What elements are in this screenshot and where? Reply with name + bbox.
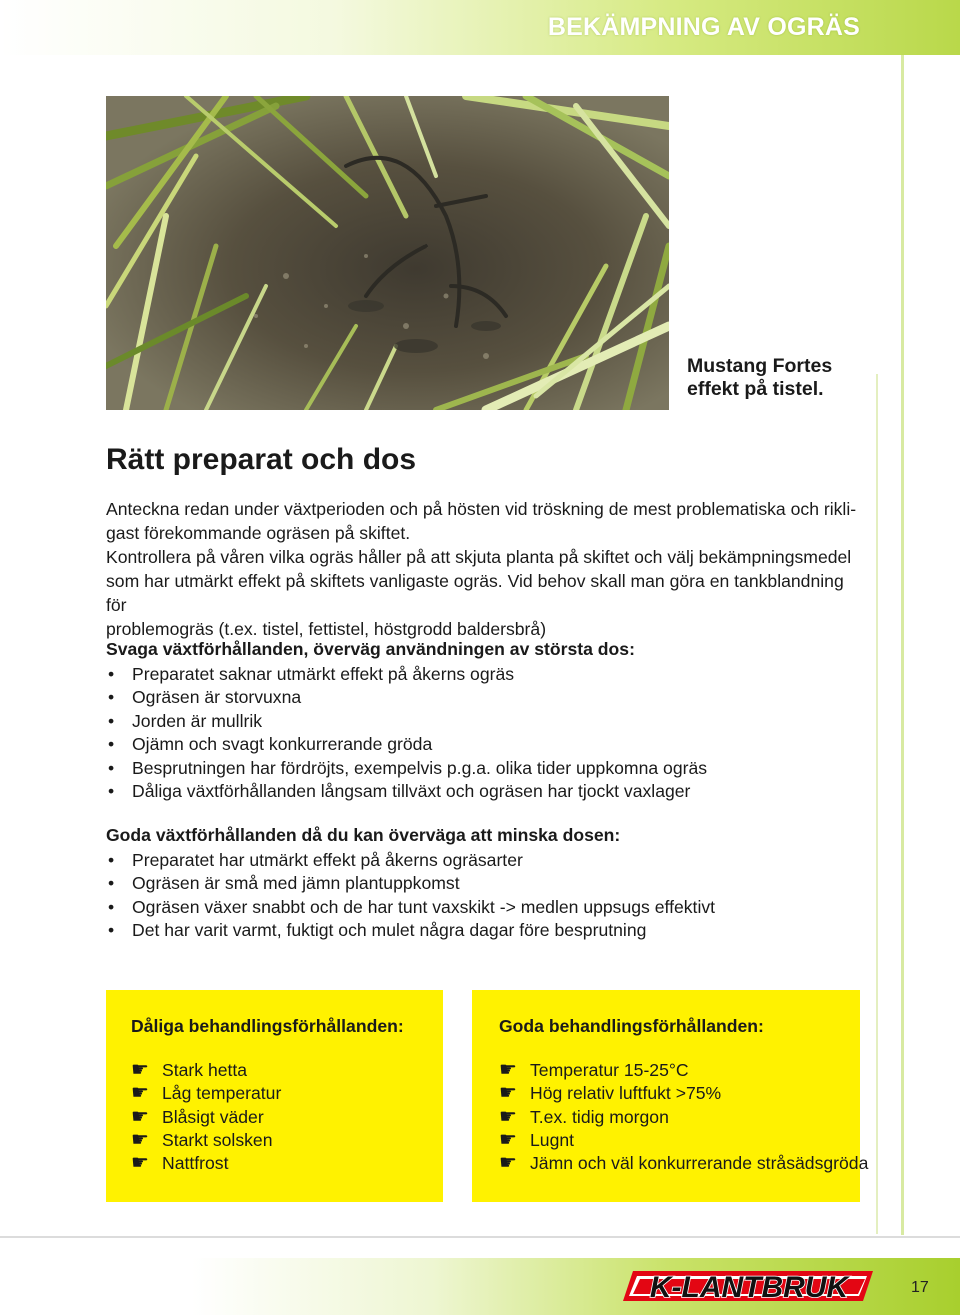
weak-conditions-section (106, 638, 886, 804)
photo-caption-line2: effekt på tistel. (687, 378, 824, 400)
good-treatment-list (499, 1059, 869, 1175)
pointing-hand-icon: ☛ (131, 1105, 149, 1128)
good-treatment-heading: Goda behandlingsförhållanden: (499, 1016, 764, 1036)
list-item-text: Lugnt (530, 1129, 575, 1150)
list-item (131, 1152, 418, 1175)
list-item (499, 1129, 835, 1152)
k-lantbruk-logo (621, 1267, 876, 1305)
list-item (106, 686, 886, 710)
list-item-text: Stark hetta (162, 1060, 248, 1080)
list-item-text: Det har varit varmt, fuktigt och mulet några dagar före besprutning (132, 920, 647, 940)
section-title: Rätt preparat och dos (106, 443, 417, 476)
pointing-hand-icon: ☛ (499, 1128, 517, 1151)
list-item (131, 1082, 418, 1105)
list-item-text: Starkt solsken (162, 1129, 273, 1150)
bullet-icon: • (108, 734, 115, 754)
pointing-hand-icon: ☛ (499, 1152, 517, 1175)
list-item-text: Temperatur 15-25°C (530, 1060, 689, 1080)
list-item (106, 710, 886, 734)
list-item-text: Besprutningen har fördröjts, exempelvis p.g.a. olika tider uppkomna ogräs (132, 757, 708, 778)
list-item-text: Preparatet har utmärkt effekt på åkerns ogräsarter (132, 849, 523, 870)
bullet-icon: • (108, 873, 115, 893)
list-item-text: Nattfrost (162, 1153, 229, 1174)
photo-caption-line1: Mustang Fortes (687, 355, 833, 377)
pointing-hand-icon: ☛ (499, 1082, 517, 1105)
bullet-icon: • (108, 663, 115, 684)
list-item (106, 733, 886, 757)
list-item (106, 780, 886, 804)
bad-treatment-heading: Dåliga behandlingsförhållanden: (131, 1016, 404, 1036)
logo-text: K-LANTBRUK (649, 1271, 849, 1304)
pointing-hand-icon: ☛ (131, 1082, 149, 1105)
list-item-text: Ojämn och svagt konkurrerande gröda (132, 734, 433, 754)
list-item-text: Blåsigt väder (162, 1106, 264, 1127)
intro-line: som har utmärkt effekt på skiftets vanligaste ogräs. Vid behov skall man göra en tankblandning för (106, 571, 844, 615)
list-item-text: Ogräsen är små med jämn plantuppkomst (132, 873, 460, 893)
list-item-text: T.ex. tidig morgon (530, 1106, 669, 1127)
weak-conditions-list (106, 663, 886, 804)
list-item (106, 896, 886, 920)
list-item (106, 663, 886, 687)
bullet-icon: • (108, 781, 115, 801)
header-title: BEKÄMPNING AV OGRÄS (547, 13, 860, 41)
bullet-icon: • (108, 687, 115, 707)
list-item (131, 1059, 418, 1082)
intro-line: Kontrollera på våren vilka ogräs håller på att skjuta planta på skiftet och välj bekämpningsmedel (106, 547, 852, 567)
list-item-text: Hög relativ luftfukt >75% (530, 1083, 722, 1104)
list-item-text: Ogräsen växer snabbt och de har tunt vaxskikt -> medlen uppsugs effektivt (132, 896, 716, 917)
list-item (131, 1129, 418, 1152)
side-divider-line-inner (876, 374, 878, 1234)
intro-line: gast förekommande ogräsen på skiftet. (106, 523, 411, 543)
pointing-hand-icon: ☛ (131, 1128, 149, 1151)
bad-treatment-conditions-box (106, 990, 443, 1202)
list-item (499, 1059, 835, 1082)
intro-line: problemogräs (t.ex. tistel, fettistel, höstgrodd baldersbrå) (106, 619, 547, 639)
list-item (499, 1152, 869, 1175)
bullet-icon: • (108, 710, 115, 731)
list-item-text: Preparatet saknar utmärkt effekt på åkerns ogräs (132, 663, 515, 684)
list-item-text: Ogräsen är storvuxna (132, 687, 302, 707)
good-treatment-conditions-box (472, 990, 869, 1202)
list-item-text: Jorden är mullrik (132, 710, 263, 731)
weak-conditions-heading: Svaga växtförhållanden, överväg användningen av största dos: (106, 639, 635, 659)
list-item (106, 849, 886, 873)
side-divider-line (901, 55, 904, 1235)
bullet-icon: • (108, 896, 115, 917)
intro-line: Anteckna redan under växtperioden och på hösten vid tröskning de mest problematiska och rikli- (106, 499, 857, 519)
bullet-icon: • (108, 920, 115, 940)
bullet-icon: • (108, 849, 115, 870)
list-item (131, 1106, 418, 1129)
bullet-icon: • (108, 757, 115, 778)
list-item (106, 757, 886, 781)
photo-caption (687, 355, 887, 401)
footer-divider (0, 1236, 960, 1238)
list-item (106, 872, 886, 896)
good-conditions-heading: Goda växtförhållanden då du kan överväga att minska dosen: (106, 825, 621, 845)
list-item-text: Låg temperatur (162, 1083, 282, 1104)
page-number: 17 (911, 1279, 929, 1296)
list-item (499, 1106, 835, 1129)
bad-treatment-list (131, 1059, 418, 1175)
pointing-hand-icon: ☛ (499, 1105, 517, 1128)
list-item-text: Dåliga växtförhållanden långsam tillväxt och ogräsen har tjockt vaxlager (132, 781, 691, 801)
good-conditions-section (106, 824, 886, 943)
list-item (499, 1082, 835, 1105)
good-conditions-list (106, 849, 886, 943)
pointing-hand-icon: ☛ (131, 1152, 149, 1175)
pointing-hand-icon: ☛ (499, 1059, 517, 1081)
thistle-photo (106, 96, 669, 410)
list-item (106, 919, 886, 943)
pointing-hand-icon: ☛ (131, 1059, 149, 1081)
intro-paragraph (106, 497, 868, 641)
list-item-text: Jämn och väl konkurrerande stråsädsgröda (530, 1153, 869, 1174)
